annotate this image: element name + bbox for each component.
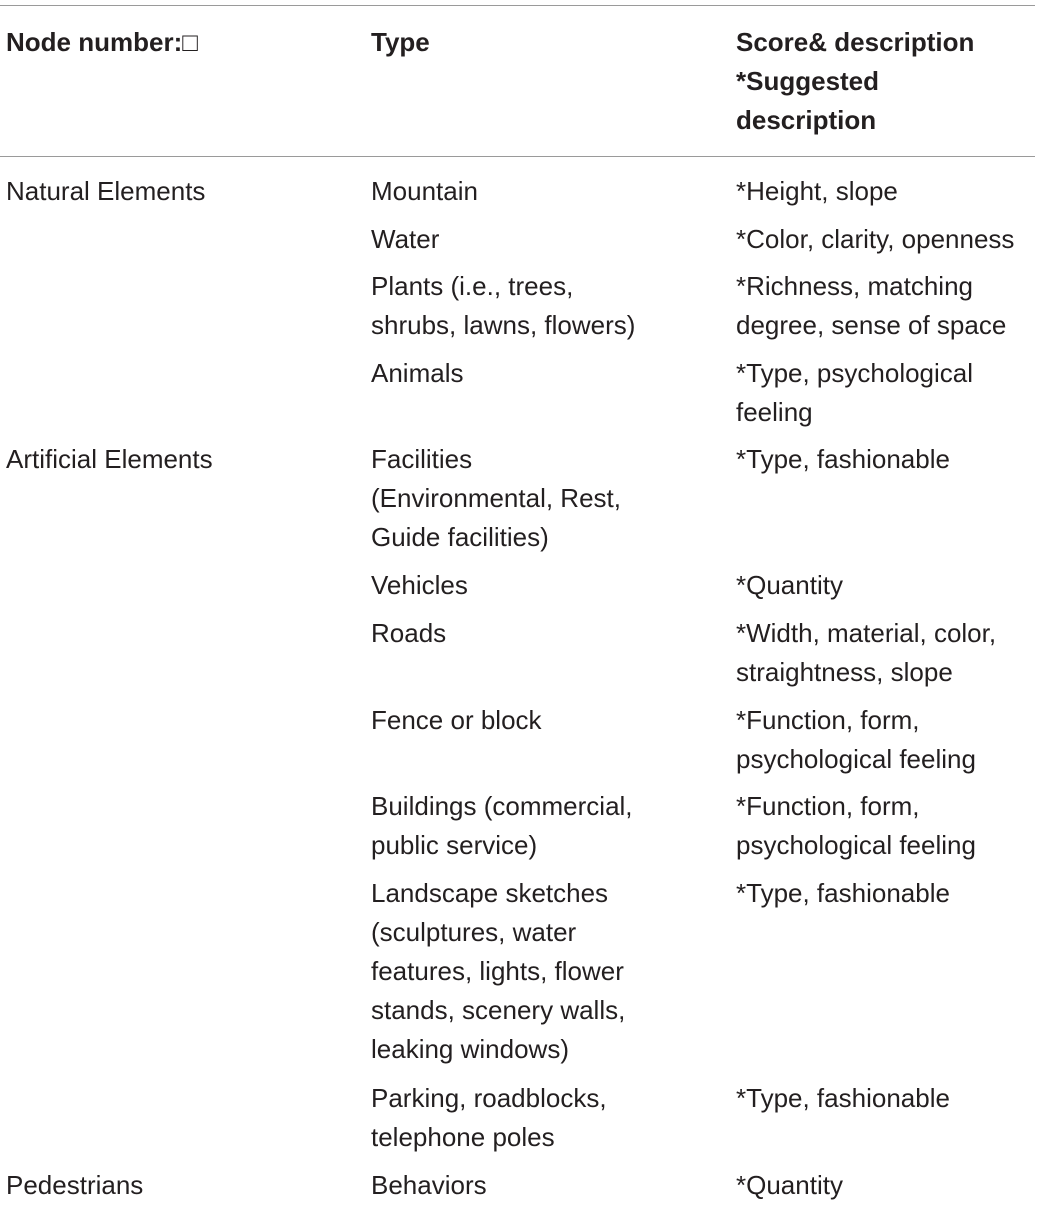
row-description: *Type, fashionable	[736, 878, 950, 908]
row-type: Water	[371, 224, 440, 254]
header-score-description: Score& description *Suggested description	[736, 27, 975, 135]
row-description: *Quantity	[736, 1170, 843, 1200]
row-type: Facilities (Environmental, Rest, Guide facilities)	[371, 444, 621, 552]
row-category: Pedestrians	[6, 1170, 144, 1200]
row-description: *Type, psychological feeling	[736, 358, 974, 427]
row-description: *Type, fashionable	[736, 1083, 950, 1113]
row-type: Buildings (commercial, public service)	[371, 791, 633, 860]
row-type: Vehicles	[371, 570, 468, 600]
row-type: Mountain	[371, 176, 478, 206]
row-category: Artificial Elements	[6, 444, 213, 474]
row-type: Animals	[371, 358, 464, 388]
row-description: *Function, form, psychological feeling	[736, 705, 976, 774]
row-type: Plants (i.e., trees, shrubs, lawns, flowers)	[371, 271, 636, 340]
row-description: *Type, fashionable	[736, 444, 950, 474]
row-description: *Height, slope	[736, 176, 898, 206]
row-description: *Width, material, color, straightness, slope	[736, 618, 997, 687]
row-description: *Color, clarity, openness	[736, 224, 1015, 254]
row-description: *Quantity	[736, 570, 843, 600]
row-category: Natural Elements	[6, 176, 206, 206]
row-type: Landscape sketches (sculptures, water features, lights, flower stands, scenery walls, leaking windows)	[371, 878, 626, 1064]
table-top-rule	[0, 5, 1035, 6]
row-description: *Function, form, psychological feeling	[736, 791, 976, 860]
row-type: Parking, roadblocks, telephone poles	[371, 1083, 607, 1152]
header-divider-rule	[0, 156, 1035, 157]
header-node-number: Node number:□	[6, 27, 198, 57]
row-description: *Richness, matching degree, sense of space	[736, 271, 1007, 340]
row-type: Behaviors	[371, 1170, 487, 1200]
row-type: Roads	[371, 618, 447, 648]
row-type: Fence or block	[371, 705, 542, 735]
header-type: Type	[371, 27, 430, 57]
